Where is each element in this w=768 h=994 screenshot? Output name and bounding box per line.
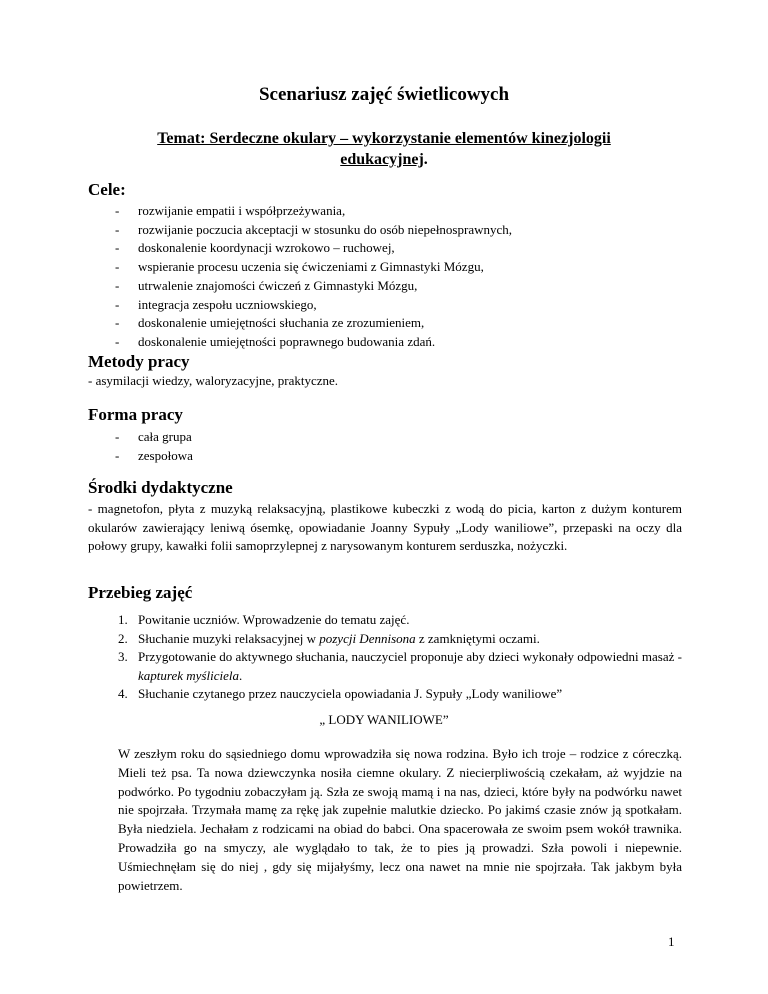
list-item <box>118 611 682 630</box>
page-number: 1 <box>668 934 675 949</box>
step-text: Powitanie uczniów. Wprowadzenie do tematu zajęć. <box>138 612 410 627</box>
step-number: 1. <box>118 612 128 627</box>
story-title: „ LODY WANILIOWE” <box>319 712 449 727</box>
methods-heading: Metody pracy <box>88 352 190 371</box>
list-item: - integracja zespołu uczniowskiego, <box>110 296 512 315</box>
topic-heading <box>100 128 668 170</box>
materials-heading: Środki dydaktyczne <box>88 478 233 497</box>
goals-list <box>110 202 512 352</box>
story-text: W zeszłym roku do sąsiedniego domu wprowadziła się nowa rodzina. Było ich troje – rodzice z córeczką. Mieli też psa. Ta nowa dziewczynka nosiła ciemne okulary. Z niecierpliwością czekałam, aż wyjdzie na podwórko. Po tygodniu zobaczyłam ją. Szła ze swoją mamą i na nas, dzieci, które były na podwórku nawet nie spojrzała. Trzymała mamę za rękę jak zupełnie malutkie dziecko. Po jakimś czasie znów ją spotkałam. Była niedziela. Jechałam z rodzicami na obiad do babci. Ona spacerowała ze swoim psem wokół trawnika. Prowadziła go na smyczy, ale wyglądało to tak, że to pies ją prowadzi. Szła powoli i niepewnie. Uśmiechnęłam się do niej , gdy się mijałyśmy, lecz ona nawet na mnie nie spojrzała. Tak jakbym była powietrzem. <box>118 746 682 893</box>
step-italic-term: pozycji Dennisona <box>319 630 416 646</box>
step-number: 4. <box>118 686 128 701</box>
step-text-end: z zamkniętymi oczami. <box>415 630 540 646</box>
list-item: - zespołowa <box>110 447 193 466</box>
list-item: - doskonalenie umiejętności słuchania ze zrozumieniem, <box>110 314 512 333</box>
list-item: - rozwijanie poczucia akceptacji w stosunku do osób niepełnosprawnych, <box>110 221 512 240</box>
list-item <box>118 648 682 685</box>
step-italic-term: kapturek myśliciela <box>138 667 239 683</box>
step-number: 3. <box>118 649 128 664</box>
forms-heading: Forma pracy <box>88 405 183 424</box>
list-item <box>118 685 682 704</box>
methods-text: - asymilacji wiedzy, waloryzacyjne, praktyczne. <box>88 373 339 388</box>
step-text: Słuchanie czytanego przez nauczyciela opowiadania J. Sypuły „Lody waniliowe” <box>138 686 563 701</box>
list-item <box>118 630 682 649</box>
course-heading: Przebieg zajęć <box>88 583 193 602</box>
course-steps <box>118 611 682 704</box>
materials-text: - magnetofon, płyta z muzyką relaksacyjną, plastikowe kubeczki z wodą do picia, karton z dużym konturem okularów zawierający leniwą ósemkę, opowiadanie Joanny Sypuły „Lody waniliowe”, przepaski na oczy dla połowy grupy, kawałki folii samoprzylepnej z narysowanym konturem serduszka, nożyczki. <box>88 501 682 553</box>
list-item: - wspieranie procesu uczenia się ćwiczeniami z Gimnastyki Mózgu, <box>110 258 512 277</box>
list-item: - doskonalenie koordynacji wzrokowo – ruchowej, <box>110 239 512 258</box>
document-title: Scenariusz zajęć świetlicowych <box>258 84 510 105</box>
step-text: Słuchanie muzyki relaksacyjnej w <box>138 630 320 646</box>
list-item: - cała grupa <box>110 428 193 447</box>
topic-line-1: Temat: Serdeczne okulary – wykorzystanie elementów kinezjologii <box>157 130 611 147</box>
forms-list <box>110 428 193 465</box>
topic-line-2: edukacyjnej <box>340 151 424 168</box>
list-item: - utrwalenie znajomości ćwiczeń z Gimnastyki Mózgu, <box>110 277 512 296</box>
step-text: Przygotowanie do aktywnego słuchania, nauczyciel proponuje aby dzieci wykonały odpowiedni masaż - <box>138 649 682 664</box>
list-item: - rozwijanie empatii i współprzeżywania, <box>110 202 512 221</box>
step-number: 2. <box>118 630 128 646</box>
goals-heading: Cele: <box>88 180 126 199</box>
list-item: - doskonalenie umiejętności poprawnego budowania zdań. <box>110 333 512 352</box>
topic-line-2-suffix: . <box>423 151 428 168</box>
step-text-end: . <box>238 667 243 683</box>
